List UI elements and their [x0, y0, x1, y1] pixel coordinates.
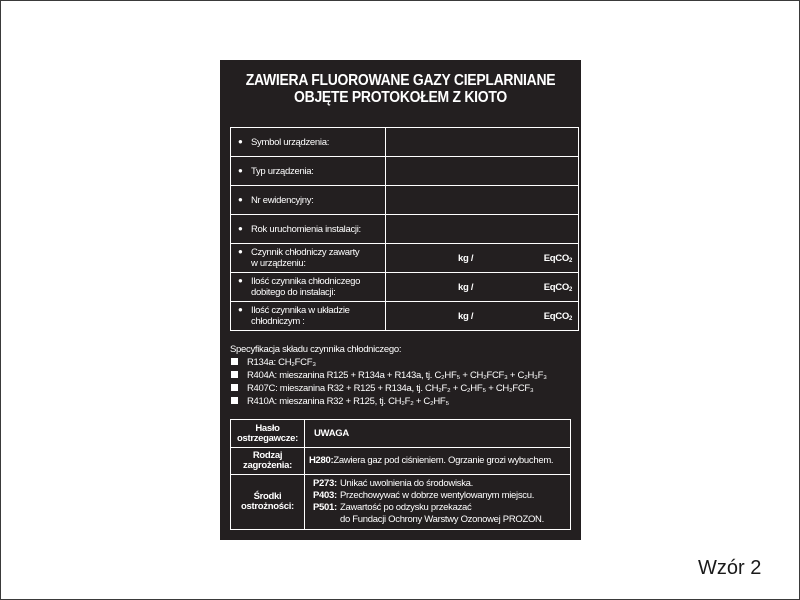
field-value-box: [386, 244, 579, 273]
bullet-icon: ●: [238, 195, 243, 204]
p-statement: [313, 490, 570, 502]
bullet-icon: ●: [238, 276, 243, 285]
unit-kg: kg /: [458, 282, 474, 293]
type-label-line-2: zagrożenia:: [243, 460, 292, 471]
field-label: Rok uruchomienia instalacji:: [251, 223, 361, 235]
field-value-box: [386, 186, 579, 215]
signal-label-line-1: Hasło: [255, 422, 280, 434]
unit-eqco2: EqCO: [543, 253, 569, 264]
p-text-line-2: do Fundacji Ochrony Warstwy Ozonowej PROZON.: [340, 514, 544, 525]
precaution-row: [231, 475, 571, 530]
template-caption: Wzór 2: [698, 557, 762, 579]
spec-heading: Specyfikacja składu czynnika chłodniczego:: [230, 344, 402, 355]
unit-kg: kg /: [458, 311, 474, 322]
square-bullet-icon: [231, 358, 238, 365]
label-title: [220, 72, 581, 106]
field-row: [231, 157, 579, 186]
field-label-line-2: chłodniczym :: [251, 316, 305, 327]
field-label-line-2: dobitego do instalacji:: [251, 287, 336, 298]
field-label-line-1: Czynnik chłodniczy zawarty: [251, 247, 360, 258]
field-label: Nr ewidencyjny:: [251, 194, 314, 206]
p-text: Unikać uwolnienia do środowiska.: [340, 478, 473, 489]
bullet-icon: ●: [238, 247, 243, 256]
spec-item: [230, 356, 580, 369]
field-row: [231, 186, 579, 215]
unit-eqco2: EqCO: [543, 282, 569, 293]
unit-eqco2-subscript: 2: [568, 258, 572, 264]
spec-item: [230, 369, 580, 382]
unit-kg: kg /: [458, 253, 474, 264]
field-row: [231, 244, 579, 273]
field-value-box: [386, 302, 579, 331]
spec-item-text: R407C: mieszanina R32 + R125 + R134a, tj. CH₂F₂ + C₂HF₅ + CH₂FCF₃: [247, 383, 534, 394]
square-bullet-icon: [231, 371, 238, 378]
hazard-table: [230, 419, 571, 530]
bullet-icon: ●: [238, 137, 243, 146]
p-code: P273:: [313, 478, 337, 489]
field-row: [231, 215, 579, 244]
square-bullet-icon: [231, 384, 238, 391]
title-line-1: ZAWIERA FLUOROWANE GAZY CIEPLARNIANE: [245, 72, 556, 89]
title-line-2: OBJĘTE PROTOKOŁEM Z KIOTO: [294, 89, 507, 106]
p-statement: [313, 502, 570, 526]
measures-label-line-1: Środki: [253, 491, 282, 502]
unit-eqco2-subscript: 2: [568, 287, 572, 293]
p-statement: [313, 478, 570, 490]
square-bullet-icon: [231, 397, 238, 404]
p-text: Przechowywać w dobrze wentylowanym miejscu.: [340, 490, 535, 501]
field-value-box: [386, 157, 579, 186]
p-text: Zawartość po odzysku przekazać: [340, 502, 472, 513]
type-label-line-1: Rodzaj: [252, 450, 283, 461]
signal-word: UWAGA: [305, 420, 571, 448]
field-label-line-1: Ilość czynnika chłodniczego: [251, 276, 361, 287]
field-value-box: [386, 128, 579, 157]
field-label: Typ urządzenia:: [251, 165, 314, 177]
h-code: H280:: [309, 455, 334, 466]
measures-label-line-2: ostrożności:: [241, 501, 294, 512]
h-statement: Zawiera gaz pod ciśnieniem. Ogrzanie grozi wybuchem.: [333, 455, 554, 466]
signal-label-line-2: ostrzegawcze:: [236, 432, 299, 444]
field-row: [231, 302, 579, 331]
bullet-icon: ●: [238, 305, 243, 314]
field-label-line-2: w urządzeniu:: [251, 258, 306, 269]
field-row: [231, 273, 579, 302]
unit-eqco2-subscript: 2: [568, 316, 572, 322]
refrigerant-spec: [230, 343, 580, 408]
bullet-icon: ●: [238, 166, 243, 175]
bullet-icon: ●: [238, 224, 243, 233]
refrigerant-label-plate: [220, 60, 581, 540]
p-code: P501:: [313, 502, 337, 513]
signal-word-row: [231, 420, 571, 448]
p-code: P403:: [313, 490, 337, 501]
field-label: Symbol urządzenia:: [251, 136, 330, 148]
field-value-box: [386, 273, 579, 302]
unit-eqco2: EqCO: [543, 311, 569, 322]
spec-item-text: R134a: CH₂FCF₃: [247, 357, 316, 368]
field-label-line-1: Ilość czynnika w układzie: [251, 305, 350, 316]
spec-item-text: R410A: mieszanina R32 + R125, tj. CH₂F₂ + C₂HF₅: [247, 396, 449, 407]
spec-item: [230, 382, 580, 395]
field-value-box: [386, 215, 579, 244]
equipment-info-table: [230, 127, 579, 331]
spec-item-text: R404A: mieszanina R125 + R134a + R143a, tj. C₂HF₅ + CH₂FCF₃ + C₂H₃F₃: [247, 370, 547, 381]
spec-item: [230, 395, 580, 408]
hazard-type-row: [231, 448, 571, 475]
field-row: [231, 128, 579, 157]
